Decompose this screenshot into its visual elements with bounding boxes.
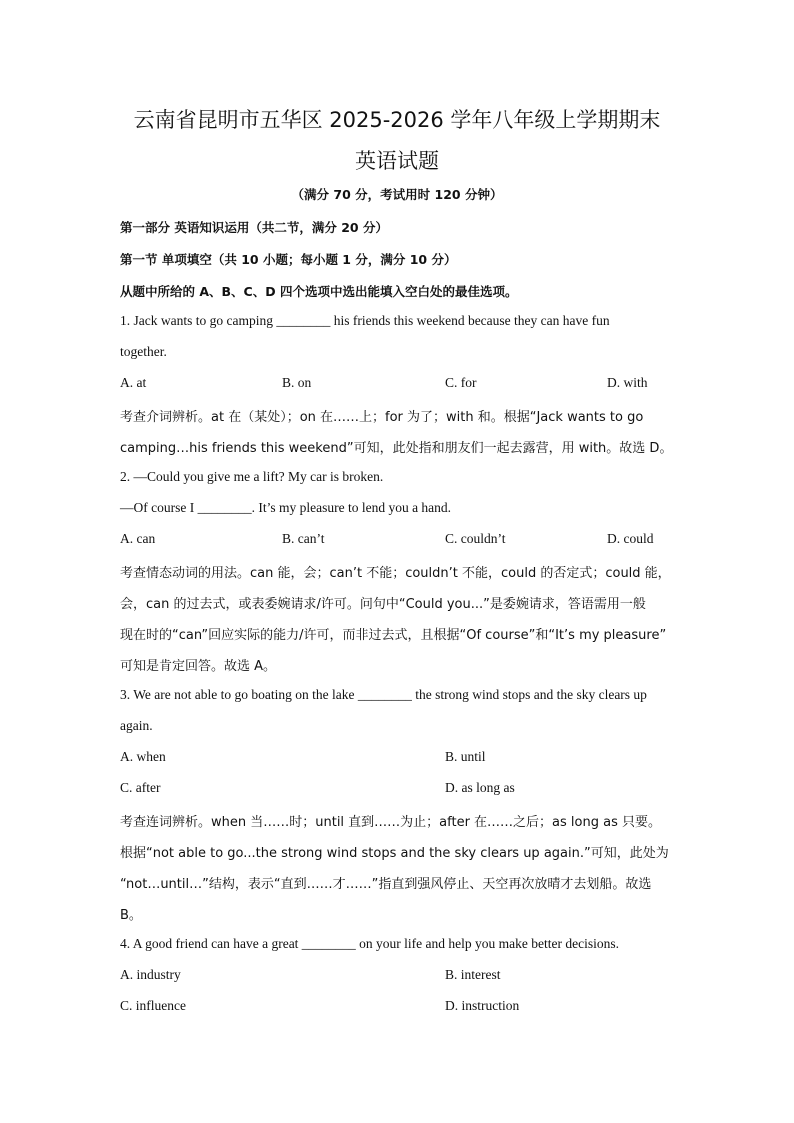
instruction: 从题中所给的 A、B、C、D 四个选项中选出能填入空白处的最佳选项。 (120, 284, 518, 299)
q2-explanation-line2: 会，can 的过去式，或表委婉请求/许可。问句中“Could you...”是委婉请求，答语需用一般 (120, 597, 646, 612)
q3-option-a: A. when (120, 749, 166, 764)
exam-title-line1: 云南省昆明市五华区 2025-2026 学年八年级上学期期末 (133, 108, 661, 132)
q4-option-c: C. influence (120, 998, 186, 1013)
q2-stem-line2: —Of course I ________. It’s my pleasure to lend you a hand. (120, 500, 452, 515)
q2-explanation-line4: 可知是肯定回答。故选 A。 (120, 659, 277, 674)
q2-option-c: C. couldn’t (445, 531, 506, 546)
q2-explanation-line3: 现在时的“can”回应实际的能力/许可，而非过去式，且根据“Of course”和“It’s my pleasure” (120, 628, 667, 643)
q1-stem-line1: 1. Jack wants to go camping ________ his friends this weekend because they can have fun (120, 313, 610, 328)
part-heading: 第一部分 英语知识运用（共二节，满分 20 分） (120, 220, 388, 235)
q2-explanation-line1: 考查情态动词的用法。can 能，会；can’t 不能；couldn’t 不能，could 的否定式；could 能， (120, 566, 671, 581)
exam-title-line2: 英语试题 (355, 149, 439, 173)
q4-option-a: A. industry (120, 967, 181, 982)
q3-explanation-line3: “not…until…”结构，表示“直到……才……”指直到强风停止、天空再次放晴才去划船。故选 (120, 877, 652, 892)
q1-option-c: C. for (445, 375, 477, 390)
q2-option-d: D. could (607, 531, 654, 546)
q3-stem-line2: again. (120, 718, 153, 733)
q3-explanation-line2: 根据“not able to go...the strong wind stops and the sky clears up again.”可知，此处为 (120, 846, 669, 861)
q3-option-c: C. after (120, 780, 161, 795)
q2-option-b: B. can’t (282, 531, 325, 546)
q1-explanation-line2: camping…his friends this weekend”可知，此处指和朋友们一起去露营，用 with。故选 D。 (120, 441, 673, 456)
q3-option-b: B. until (445, 749, 486, 764)
q4-option-b: B. interest (445, 967, 501, 982)
q2-stem-line1: 2. —Could you give me a lift? My car is broken. (120, 469, 384, 484)
q3-explanation-line1: 考查连词辨析。when 当……时；until 直到……为止；after 在……之后；as long as 只要。 (120, 815, 661, 830)
q1-option-a: A. at (120, 375, 147, 390)
q4-option-d: D. instruction (445, 998, 520, 1013)
section-heading: 第一节 单项填空（共 10 小题；每小题 1 分，满分 10 分） (120, 252, 457, 267)
q1-option-b: B. on (282, 375, 312, 390)
exam-info: （满分 70 分，考试用时 120 分钟） (291, 187, 503, 202)
q4-stem-line1: 4. A good friend can have a great ________ on your life and help you make better decisions. (120, 936, 619, 951)
q1-explanation-line1: 考查介词辨析。at 在（某处）；on 在……上；for 为了；with 和。根据“Jack wants to go (120, 410, 644, 425)
q3-explanation-line4: B。 (120, 908, 142, 923)
q1-stem-line2: together. (120, 344, 167, 359)
q3-option-d: D. as long as (445, 780, 515, 795)
q3-stem-line1: 3. We are not able to go boating on the lake ________ the strong wind stops and the sky clears up (120, 687, 647, 702)
q2-option-a: A. can (120, 531, 156, 546)
q1-option-d: D. with (607, 375, 648, 390)
